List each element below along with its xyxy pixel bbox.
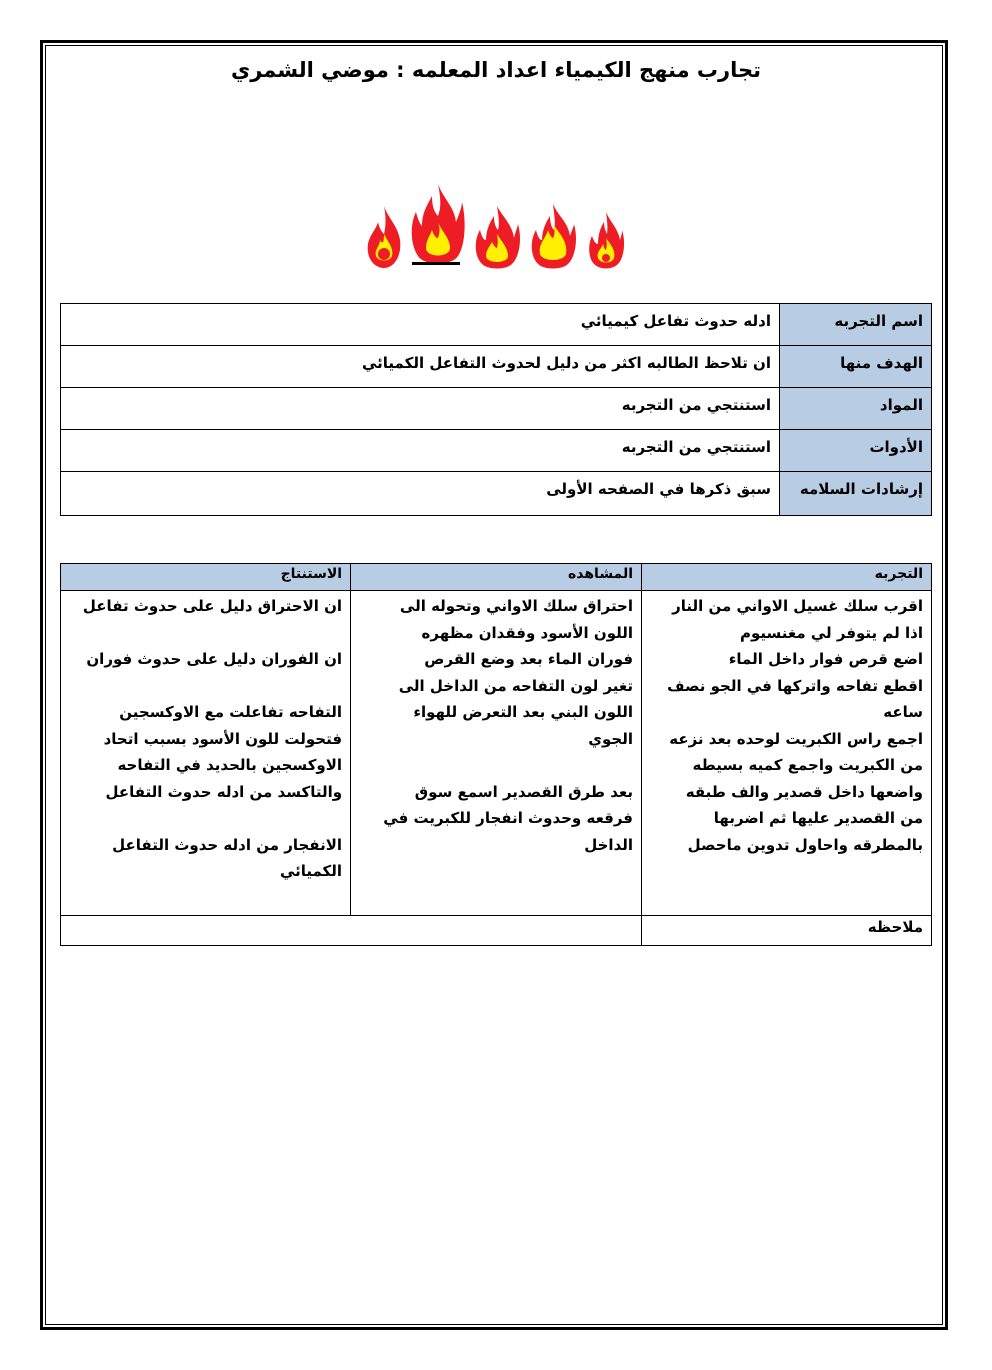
conclusion-line: الانفجار من ادله حدوث التفاعل [112,835,343,854]
experiment-line: ساعه [883,703,923,721]
conclusion-line: والتاكسد من ادله حدوث التفاعل [105,782,343,801]
experiment-steps-cell [642,591,932,916]
note-label: ملاحظه [642,916,932,946]
flame-icon [474,204,520,270]
experiment-line: اذا لم يتوفر لي مغنسيوم [739,623,923,642]
conclusion-line: ان الفوران دليل على حدوث فوران [86,650,343,668]
observation-line: فرقعه وحدوث انفجار للكبريت في [383,809,634,827]
experiment-line: واضعها داخل قصدير والف طبقه [685,782,923,801]
observation-gap [359,752,633,779]
observation-line: فوران الماء بعد وضع القرص [424,650,634,668]
info-label: المواد [780,388,932,430]
experiment-table [60,563,932,946]
flame-icon [410,182,466,270]
info-row [61,346,932,388]
observation-line: تغير لون التفاحه من الداخل الى [398,676,634,695]
experiment-line: من القصدير عليها ثم اضربها [713,809,923,827]
observation-line: بعد طرق القصدير اسمع سوق [414,782,634,801]
table-header-row [61,564,932,591]
info-row [61,388,932,430]
table-row [61,591,932,916]
page-title: تجارب منهج الكيمياء اعداد المعلمه : موضي الشمري [231,58,761,82]
conclusion-line: الكميائي [279,862,343,880]
conclusion-gap [69,620,342,647]
conclusion-line: التفاحه تفاعلت مع الاوكسجين [119,703,343,721]
note-value [61,916,642,946]
info-value: سبق ذكرها في الصفحه الأولى [61,472,780,516]
conclusion-line: فتحولت للون الأسود بسبب اتحاد [103,729,343,748]
info-label: إرشادات السلامه [780,472,932,516]
observation-line: الداخل [584,835,634,854]
conclusion-line: الاوكسجين بالحديد في التفاحه [117,756,343,774]
experiment-line: من الكبريت واجمع كميه بسيطه [692,756,923,774]
flame-icon [528,202,578,270]
info-label: الهدف منها [780,346,932,388]
experiment-line: اجمع راس الكبريت لوحده بعد نزعه [669,729,923,748]
info-row [61,430,932,472]
experiment-line: بالمطرقه واحاول تدوين ماحصل [687,835,923,854]
info-row [61,304,932,346]
conclusion-cell [61,591,351,916]
experiment-line: اقطع تفاحه واتركها في الجو نصف [667,676,923,695]
flame-icon [364,204,404,270]
header-experiment: التجربه [642,564,932,591]
conclusion-line: ان الاحتراق دليل على حدوث تفاعل [82,597,343,615]
flame-underline [412,262,460,265]
observation-line: الجوي [588,729,634,748]
observation-line: احتراق سلك الاواني وتحوله الى [399,597,634,615]
info-label: اسم التجربه [780,304,932,346]
info-value: استنتجي من التجربه [61,430,780,472]
experiment-line: اضع قرص فوار داخل الماء [728,650,923,668]
header-observation: المشاهده [351,564,642,591]
note-row [61,916,932,946]
observation-cell [351,591,642,916]
info-value: ادله حدوث تفاعل كيميائي [61,304,780,346]
observation-line: اللون البني بعد التعرض للهواء [413,703,634,721]
header-conclusion: الاستنتاج [61,564,351,591]
conclusion-gap [69,673,342,700]
info-value: استنتجي من التجربه [61,388,780,430]
flame-icon [586,210,626,270]
conclusion-gap [69,805,342,832]
info-label: الأدوات [780,430,932,472]
info-row [61,472,932,516]
info-value: ان تلاحظ الطالبه اكثر من دليل لحدوث التفاعل الكميائي [61,346,780,388]
experiment-info-table [60,303,932,516]
observation-line: اللون الأسود وفقدان مظهره [421,623,634,642]
experiment-line: اقرب سلك غسيل الاواني من النار [672,597,923,615]
flame-decoration [360,178,630,270]
